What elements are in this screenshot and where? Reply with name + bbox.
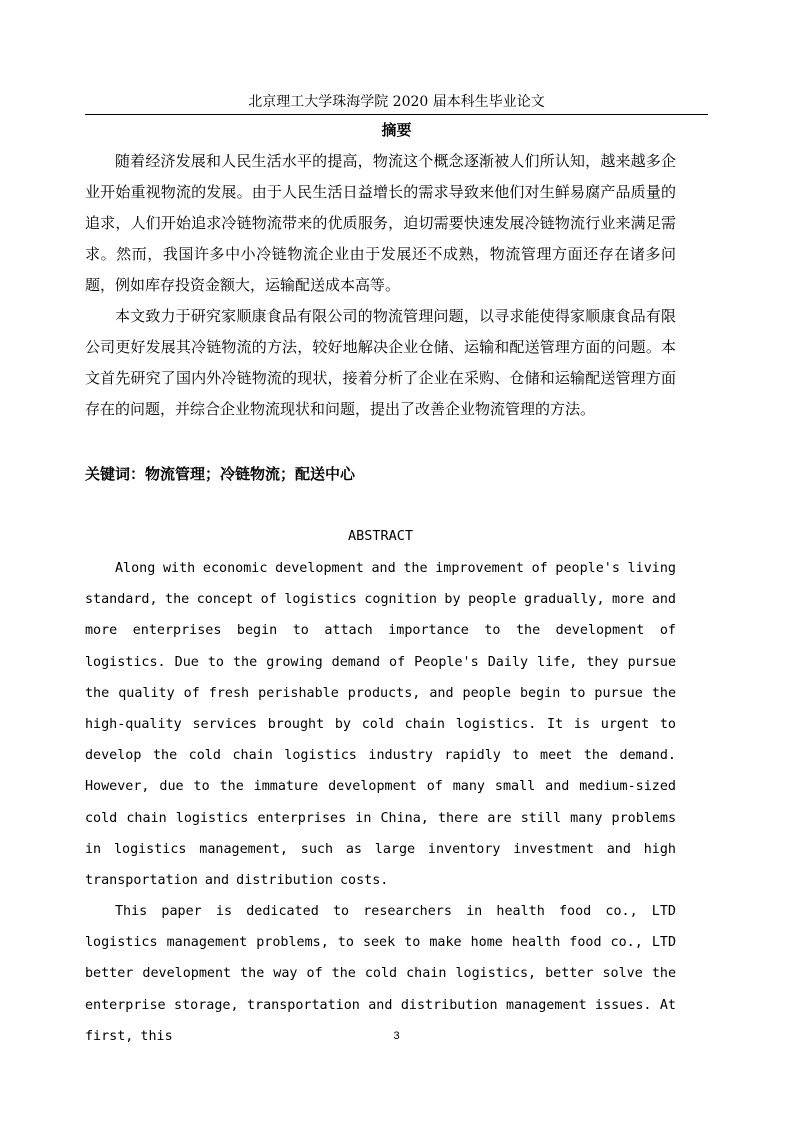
chinese-abstract-paragraph-2: 本文致力于研究家顺康食品有限公司的物流管理问题，以寻求能使得家顺康食品有限公司更好发展其冷链物流的方法，较好地解决企业仓储、运输和配送管理方面的问题。本文首先研究了国内外冷链物流的现状，接着分析了企业在采购、仓储和运输配送管理方面存在的问题，并综合企业物流现状和问题，提出了改善企业物流管理的方法。 xyxy=(85,307,676,418)
keywords-line: 关键词：物流管理；冷链物流；配送中心 xyxy=(85,465,356,483)
chinese-abstract-title: 摘要 xyxy=(381,121,412,139)
english-abstract-paragraph-2: This paper is dedicated to researchers in health food co., LTD logistics management problems, to seek to make home health food co., LTD better development the way of the cold chain logistics, better solve the enterprise storage, transportation and distribution management issues. At first, this xyxy=(85,904,676,1044)
english-abstract-paragraph-1: Along with economic development and the improvement of people's living standard, the concept of logistics cognition by people gradually, more and more enterprises begin to attach importance to the development of logistics. Due to the growing demand of People's Daily life, they pursue the quality of fresh perishable products, and people begin to pursue the high-quality services brought by cold chain logistics. It is urgent to develop the cold chain logistics industry rapidly to meet the demand. However, due to the immature development of many small and medium-sized cold chain logistics enterprises in China, there are still many problems in logistics management, such as large inventory investment and high transportation and distribution costs. xyxy=(85,561,676,889)
chinese-abstract-paragraph-1: 随着经济发展和人民生活水平的提高，物流这个概念逐渐被人们所认知，越来越多企业开始重视物流的发展。由于人民生活日益增长的需求导致来他们对生鲜易腐产品质量的追求，人们开始追求冷链物流带来的优质服务，迫切需要快速发展冷链物流行业来满足需求。然而，我国许多中小冷链物流企业由于发展还不成熟，物流管理方面还存在诸多问题，例如库存投资金额大，运输配送成本高等。 xyxy=(85,152,676,294)
english-abstract-title: ABSTRACT xyxy=(347,528,414,544)
running-header xyxy=(85,92,708,115)
running-header-title: 北京理工大学珠海学院 2020 届本科生毕业论文 xyxy=(248,94,545,110)
page-number: 3 xyxy=(393,1030,400,1042)
